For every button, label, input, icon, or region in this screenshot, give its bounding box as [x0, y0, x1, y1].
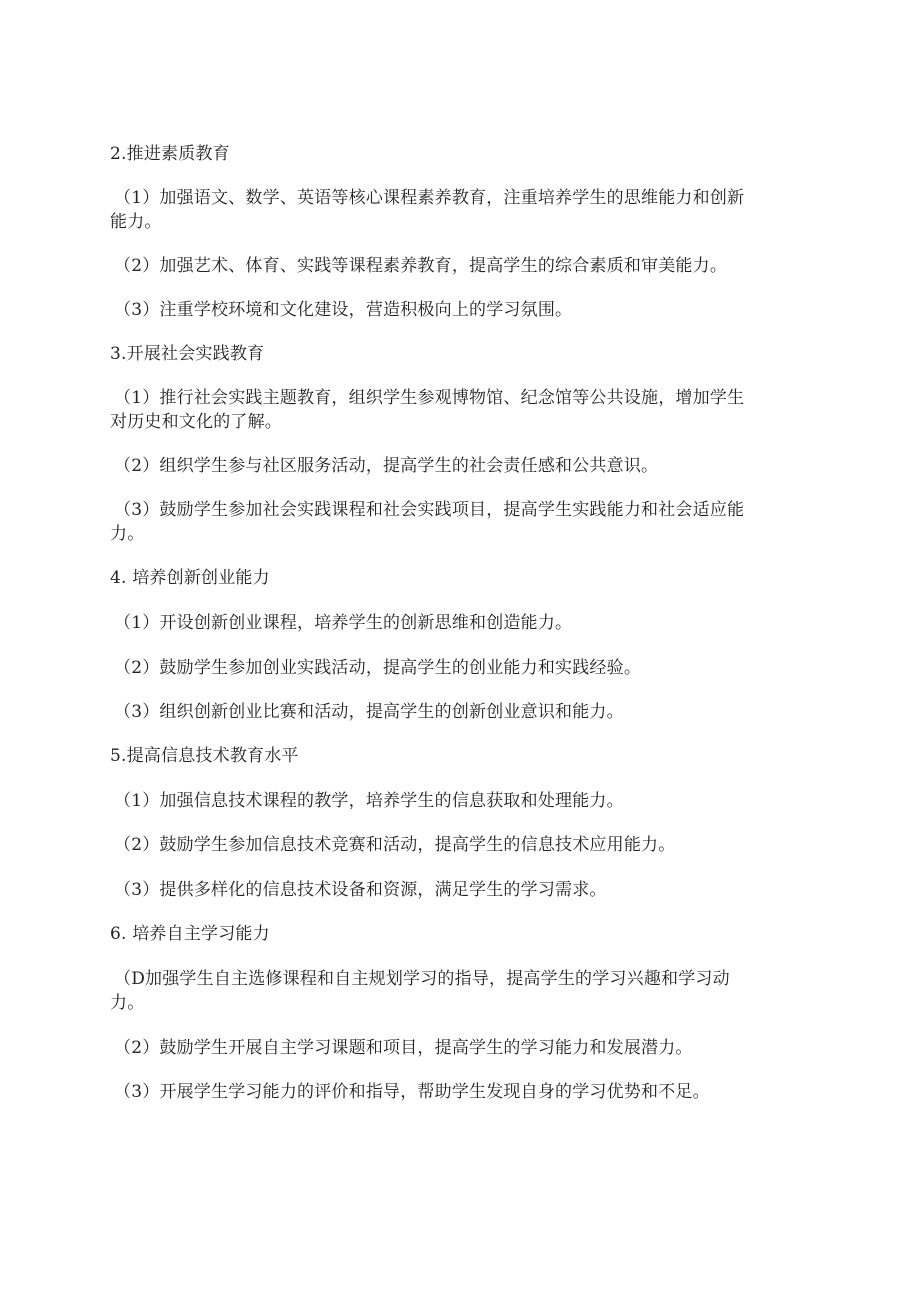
paragraph-line: （2）组织学生参与社区服务活动，提高学生的社会责任感和公共意识。 [114, 456, 659, 476]
section-heading: 6. 培养自主学习能力 [110, 924, 270, 944]
paragraph-line: （D加强学生自主选修课程和自主规划学习的指导，提高学生的学习兴趣和学习动 [114, 969, 730, 989]
paragraph-line: 力。 [110, 993, 145, 1013]
paragraph-line: （1）加强语文、数学、英语等核心课程素养教育，注重培养学生的思维能力和创新 [114, 188, 745, 208]
paragraph-line: 力。 [110, 524, 145, 544]
section-heading: 5.提高信息技术教育水平 [110, 746, 299, 766]
paragraph-line: （3）鼓励学生参加社会实践课程和社会实践项目，提高学生实践能力和社会适应能 [114, 500, 745, 520]
paragraph-line: （3）提供多样化的信息技术设备和资源，满足学生的学习需求。 [114, 880, 607, 900]
paragraph-line: 对历史和文化的了解。 [110, 412, 282, 432]
paragraph-line: （2）鼓励学生参加信息技术竞赛和活动，提高学生的信息技术应用能力。 [114, 835, 676, 855]
paragraph-line: （1）加强信息技术课程的教学，培养学生的信息获取和处理能力。 [114, 791, 624, 811]
paragraph-line: （1）开设创新创业课程，培养学生的创新思维和创造能力。 [114, 613, 573, 633]
section-heading: 3.开展社会实践教育 [110, 344, 265, 364]
section-heading: 4. 培养创新创业能力 [110, 568, 270, 588]
paragraph-line: （3）注重学校环境和文化建设，营造积极向上的学习氛围。 [114, 300, 573, 320]
paragraph-line: （1）推行社会实践主题教育，组织学生参观博物馆、纪念馆等公共设施，增加学生 [114, 388, 745, 408]
paragraph-line: （2）加强艺术、体育、实践等课程素养教育，提高学生的综合素质和审美能力。 [114, 256, 728, 276]
paragraph-line: （3）组织创新创业比赛和活动，提高学生的创新创业意识和能力。 [114, 702, 624, 722]
section-heading: 2.推进素质教育 [110, 144, 230, 164]
paragraph-line: （2）鼓励学生开展自主学习课题和项目，提高学生的学习能力和发展潜力。 [114, 1038, 693, 1058]
paragraph-line: （3）开展学生学习能力的评价和指导，帮助学生发现自身的学习优势和不足。 [114, 1082, 710, 1102]
paragraph-line: 能力。 [110, 212, 162, 232]
paragraph-line: （2）鼓励学生参加创业实践活动，提高学生的创业能力和实践经验。 [114, 658, 642, 678]
